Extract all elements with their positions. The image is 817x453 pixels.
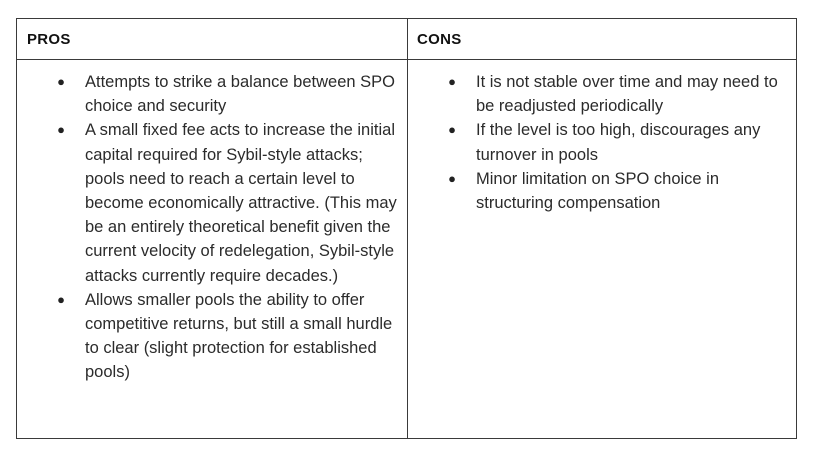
cons-item-text: If the level is too high, discourages any turnover in pools — [476, 121, 761, 164]
cons-cell — [408, 70, 797, 215]
cons-header: CONS — [417, 31, 462, 48]
pros-list-item — [17, 288, 407, 385]
cons-list-item — [408, 70, 797, 118]
bullet-icon: ● — [448, 122, 456, 138]
pros-item-text: Attempts to strike a balance between SPO choice and security — [85, 73, 395, 116]
bullet-icon: ● — [57, 291, 65, 307]
header-divider — [17, 59, 796, 60]
bullet-icon: ● — [448, 170, 456, 186]
pros-cell — [17, 70, 407, 385]
pros-list-item — [17, 118, 407, 287]
pros-cons-table — [16, 18, 797, 439]
pros-item-text: A small fixed fee acts to increase the initial capital required for Sybil-style attacks; pools need to reach a certain level to become economically attractive. (This may be an entirely theoretical benefit given the current velocity of redelegation, Sybil-style attacks currently require decades.) — [85, 121, 397, 285]
cons-list-item — [408, 118, 797, 166]
pros-header: PROS — [27, 31, 71, 48]
cons-list-item — [408, 167, 797, 215]
cons-list — [408, 70, 797, 215]
cons-item-text: Minor limitation on SPO choice in structuring compensation — [476, 169, 720, 213]
pros-item-text: Allows smaller pools the ability to offer competitive returns, but still a small hurdle to clear (slight protection for established pools) — [85, 290, 393, 382]
cons-item-text: It is not stable over time and may need to be readjusted periodically — [476, 73, 778, 116]
pros-list — [17, 70, 407, 385]
bullet-icon: ● — [57, 122, 65, 138]
bullet-icon: ● — [57, 74, 65, 89]
bullet-icon: ● — [448, 74, 456, 89]
pros-list-item — [17, 70, 407, 118]
